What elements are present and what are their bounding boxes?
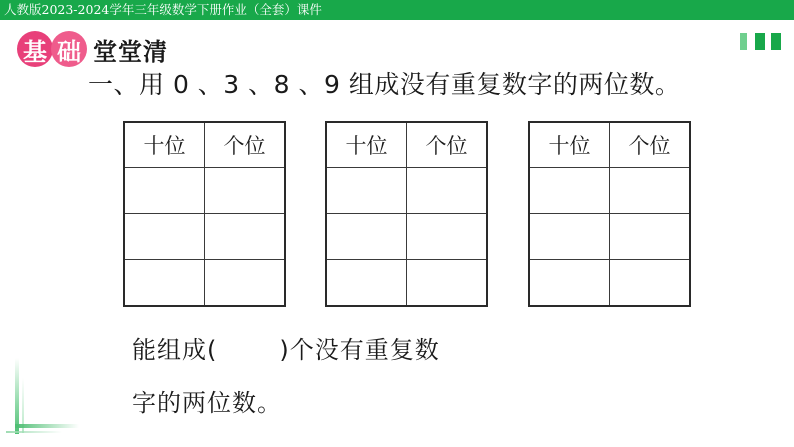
corner-decor-bar — [771, 33, 781, 50]
tens-cell[interactable] — [124, 214, 205, 260]
table-row — [529, 260, 690, 307]
tens-cell[interactable] — [326, 168, 407, 214]
tens-cell[interactable] — [124, 260, 205, 307]
section-badge: 础 — [51, 31, 87, 67]
question-text: 一、用 0 、3 、8 、9 组成没有重复数字的两位数。 — [88, 70, 681, 99]
corner-decoration — [6, 431, 62, 433]
answer-sentence — [132, 334, 440, 366]
digit-table — [325, 121, 488, 307]
digit-table — [123, 121, 286, 307]
table-row — [326, 168, 487, 214]
corner-decoration — [15, 358, 19, 434]
ones-cell[interactable] — [205, 168, 286, 214]
ones-cell[interactable] — [610, 260, 691, 307]
table-header-ones: 个位 — [610, 122, 691, 168]
table-row — [124, 168, 285, 214]
table-row — [124, 260, 285, 307]
table-row — [124, 214, 285, 260]
table-row — [326, 214, 487, 260]
table-header-tens: 十位 — [326, 122, 407, 168]
table-row — [529, 214, 690, 260]
table-header-ones: 个位 — [205, 122, 286, 168]
tens-cell[interactable] — [529, 260, 610, 307]
answer-prefix: 能组成( — [132, 336, 218, 364]
corner-decor-bar — [755, 33, 765, 50]
tens-cell[interactable] — [529, 168, 610, 214]
ones-cell[interactable] — [205, 260, 286, 307]
section-title: 堂堂清 — [93, 37, 168, 66]
digit-table — [528, 121, 691, 307]
section-badge: 基 — [17, 31, 53, 67]
ones-cell[interactable] — [610, 168, 691, 214]
ones-cell[interactable] — [407, 214, 488, 260]
answer-sentence-end: 字的两位数。 — [132, 389, 282, 417]
ones-cell[interactable] — [407, 260, 488, 307]
table-header-tens: 十位 — [529, 122, 610, 168]
tens-cell[interactable] — [326, 214, 407, 260]
tens-cell[interactable] — [529, 214, 610, 260]
table-row — [529, 168, 690, 214]
table-header-tens: 十位 — [124, 122, 205, 168]
tens-cell[interactable] — [124, 168, 205, 214]
ones-cell[interactable] — [610, 214, 691, 260]
header-bar — [0, 0, 794, 20]
ones-cell[interactable] — [205, 214, 286, 260]
section-header — [17, 30, 168, 68]
ones-cell[interactable] — [407, 168, 488, 214]
table-header-ones: 个位 — [407, 122, 488, 168]
header-title: 人教版2023-2024学年三年级数学下册作业（全套）课件 — [4, 2, 322, 17]
answer-suffix: )个没有重复数 — [279, 336, 440, 364]
tens-cell[interactable] — [326, 260, 407, 307]
corner-decor-bar — [740, 33, 747, 50]
table-row — [326, 260, 487, 307]
corner-decoration — [15, 424, 79, 428]
